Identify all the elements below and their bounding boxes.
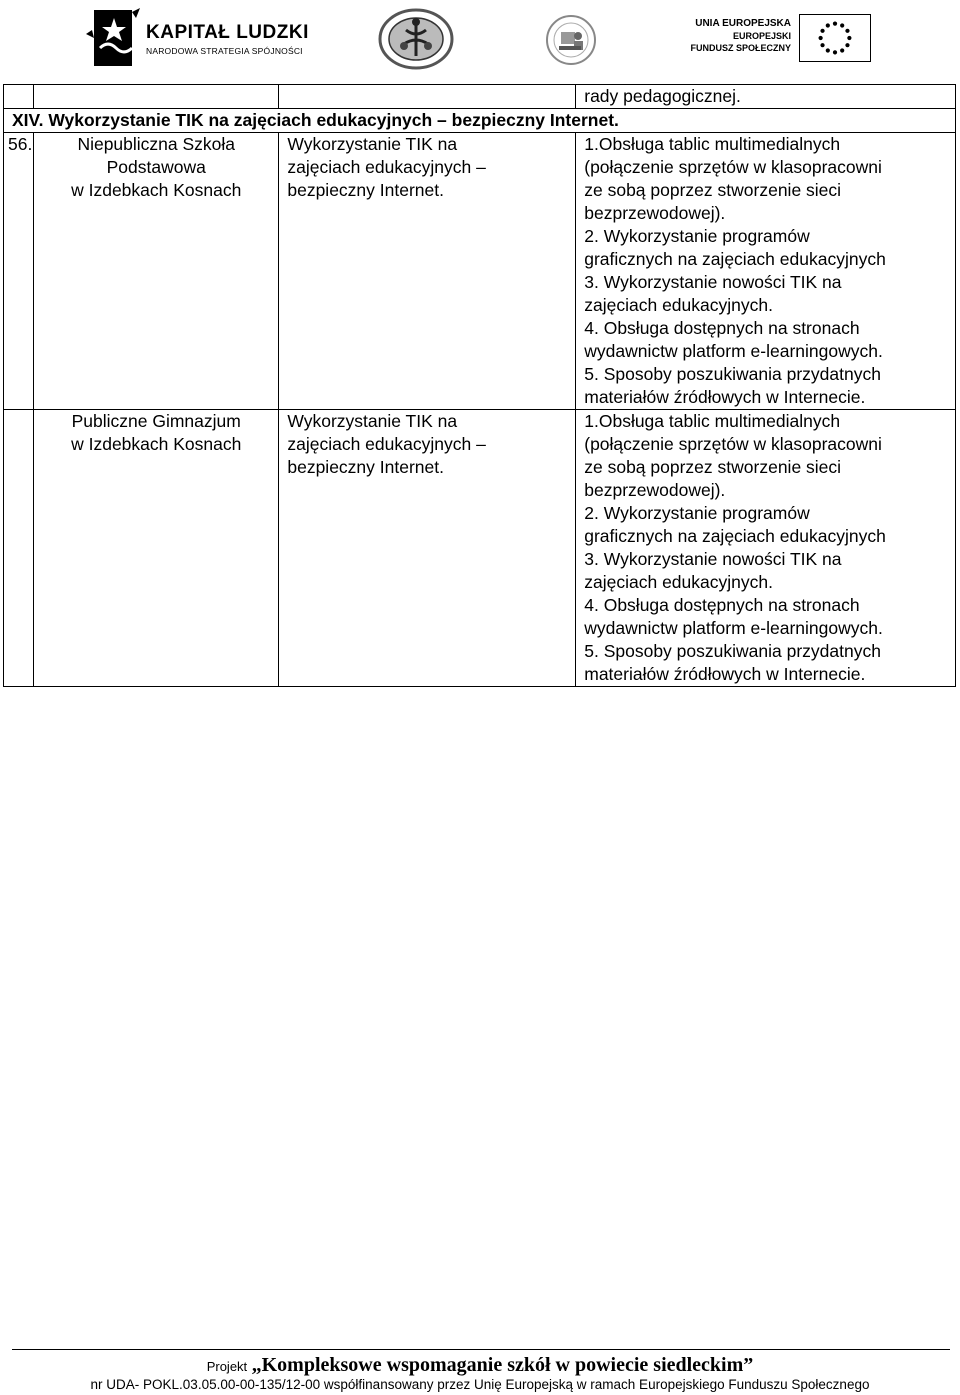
topic-cell: [279, 410, 576, 687]
school-name-line: Niepubliczna Szkoła: [77, 134, 236, 154]
content-line: 4. Obsługa dostępnych na stronach: [584, 595, 860, 615]
kapital-ludzki-star-icon: [86, 4, 141, 70]
table-row: [4, 410, 956, 687]
content-line: 5. Sposoby poszukiwania przydatnych: [584, 641, 881, 661]
row-number: [4, 410, 34, 687]
content-line: (połączenie sprzętów w klasopracowni: [584, 434, 882, 454]
footer-funding-line: nr UDA- POKL.03.05.00-00-135/12-00 współfinansowany przez Unię Europejską w ramach Europejskiego Funduszu Społecznego: [90, 1377, 870, 1392]
topic-line: zajęciach edukacyjnych –: [287, 157, 486, 177]
kapital-ludzki-subtitle: NARODOWA STRATEGIA SPÓJNOŚCI: [146, 46, 303, 56]
topic-line: bezpieczny Internet.: [287, 457, 444, 477]
content-line: materiałów źródłowych w Internecie.: [584, 387, 866, 407]
footer-divider: [12, 1349, 950, 1350]
cell-empty: [279, 85, 576, 109]
topic-line: zajęciach edukacyjnych –: [287, 434, 486, 454]
content-line: 3. Wykorzystanie nowości TIK na: [584, 272, 842, 292]
school-name-line: Publiczne Gimnazjum: [71, 411, 241, 431]
eu-line2: EUROPEJSKI: [732, 31, 791, 41]
eu-flag-icon: [799, 14, 871, 62]
eu-efs-logo: [690, 14, 873, 64]
cell-empty: [34, 85, 279, 109]
kapital-ludzki-title: KAPITAŁ LUDZKI: [146, 22, 309, 43]
content-line: bezprzewodowej).: [584, 480, 726, 500]
topic-line: Wykorzystanie TIK na: [287, 134, 458, 154]
cell-empty: [4, 85, 34, 109]
content-line: 3. Wykorzystanie nowości TIK na: [584, 549, 842, 569]
school-emblem-icon: [545, 14, 597, 66]
content-line: 2. Wykorzystanie programów: [584, 226, 810, 246]
content-line: 1.Obsługa tablic multimedialnych: [584, 411, 841, 431]
footer-project-label: Projekt: [206, 1359, 248, 1374]
content-line: 1.Obsługa tablic multimedialnych: [584, 134, 841, 154]
content-line: wydawnictw platform e-learningowych.: [584, 618, 883, 638]
table-section-row: [4, 109, 956, 133]
content-line: 4. Obsługa dostępnych na stronach: [584, 318, 860, 338]
cell-continuation-text: rady pedagogicznej.: [576, 85, 956, 109]
footer-project-name: „Kompleksowe wspomaganie szkół w powiecie siedleckim”: [251, 1354, 754, 1376]
content-cell: [576, 410, 956, 687]
content-line: 2. Wykorzystanie programów: [584, 503, 810, 523]
content-line: wydawnictw platform e-learningowych.: [584, 341, 883, 361]
content-line: materiałów źródłowych w Internecie.: [584, 664, 866, 684]
school-name-cell: [34, 410, 279, 687]
content-line: graficznych na zajęciach edukacyjnych: [584, 249, 886, 269]
table-row: [4, 133, 956, 410]
footer-project-line: [0, 1354, 960, 1377]
table-row-continuation: [4, 85, 956, 109]
content-line: ze sobą poprzez stworzenie sieci: [584, 180, 842, 200]
training-table: [3, 84, 956, 687]
row-number: 56.: [4, 133, 34, 410]
school-name-line: Podstawowa: [106, 157, 206, 177]
content-line: (połączenie sprzętów w klasopracowni: [584, 157, 882, 177]
topic-cell: [279, 133, 576, 410]
eu-line1: UNIA EUROPEJSKA: [695, 18, 791, 29]
powiat-siedlecki-emblem-icon: [378, 8, 454, 70]
section-heading: XIV. Wykorzystanie TIK na zajęciach edukacyjnych – bezpieczny Internet.: [4, 109, 956, 133]
content-line: zajęciach edukacyjnych.: [584, 572, 773, 592]
topic-line: Wykorzystanie TIK na: [287, 411, 458, 431]
content-line: bezprzewodowej).: [584, 203, 726, 223]
eu-text: [690, 18, 791, 54]
kapital-ludzki-logo: [86, 4, 309, 70]
content-cell: [576, 133, 956, 410]
school-name-cell: [34, 133, 279, 410]
content-line: zajęciach edukacyjnych.: [584, 295, 773, 315]
school-name-line: w Izdebkach Kosnach: [71, 434, 242, 454]
content-line: ze sobą poprzez stworzenie sieci: [584, 457, 842, 477]
eu-line3: FUNDUSZ SPOŁECZNY: [690, 43, 791, 53]
content-line: graficznych na zajęciach edukacyjnych: [584, 526, 886, 546]
content-line: 5. Sposoby poszukiwania przydatnych: [584, 364, 881, 384]
topic-line: bezpieczny Internet.: [287, 180, 444, 200]
page-header: [0, 0, 960, 75]
school-name-line: w Izdebkach Kosnach: [71, 180, 242, 200]
